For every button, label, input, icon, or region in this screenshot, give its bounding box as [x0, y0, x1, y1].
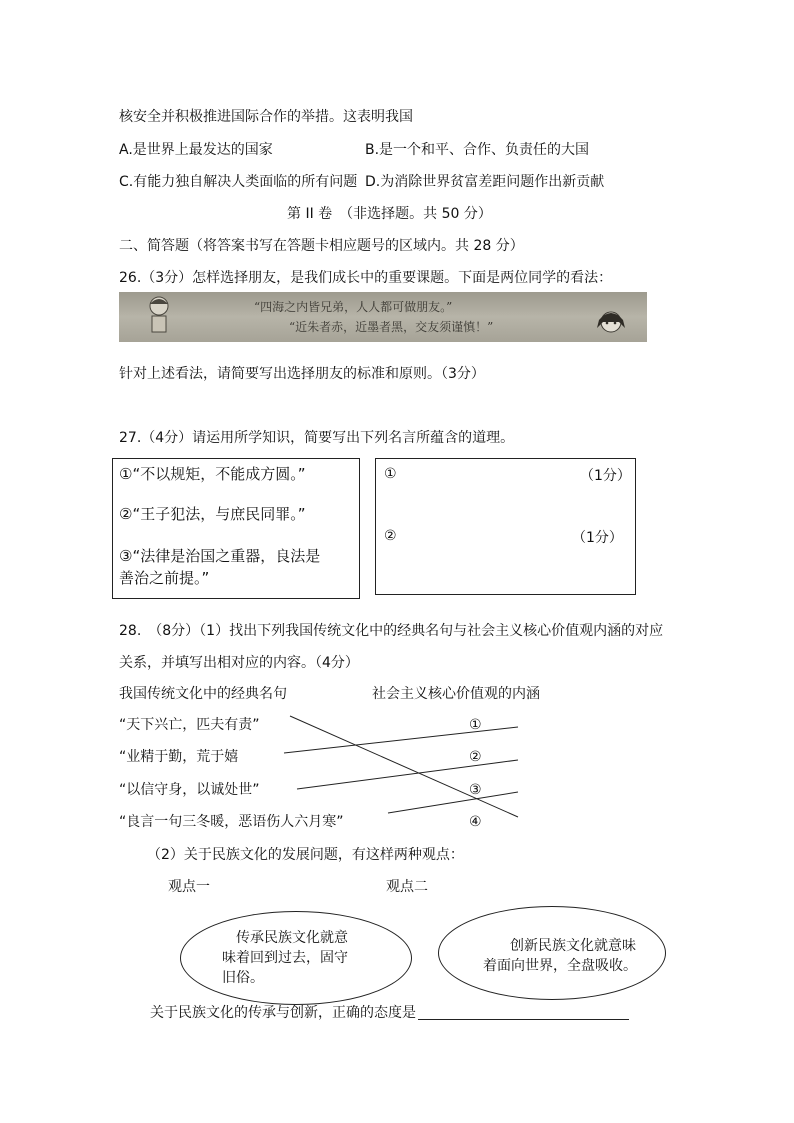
q27-stem: 27.（4分）请运用所学知识，简要写出下列名言所蕴含的道理。 [119, 430, 515, 446]
q26-stem: 26.（3分）怎样选择朋友，是我们成长中的重要课题。下面是两位同学的看法： [119, 270, 613, 286]
q26-quote-1: “四海之内皆兄弟，人人都可做朋友。” [254, 300, 453, 314]
view2-label: 观点二 [386, 879, 428, 895]
q28-slot-3[interactable]: ③ [469, 782, 482, 798]
match-line-3 [297, 760, 518, 789]
q25-stem-tail: 核安全并积极推进国际合作的举措。这表明我国 [119, 109, 413, 125]
section-heading: 二、简答题（将答案书写在答题卡相应题号的区域内。共 28 分） [119, 238, 524, 254]
q26-question: 针对上述看法，请简要写出选择朋友的标准和原则。（3分） [119, 366, 485, 382]
q27-quote-3-line2: 善治之前提。” [119, 569, 210, 587]
match-line-4 [388, 792, 518, 813]
q25-option-a: A.是世界上最发达的国家 [119, 142, 273, 158]
view1-line3: 旧俗。 [222, 970, 264, 986]
q27-answer-1-score: （1分） [580, 468, 631, 484]
q25-option-c: C.有能力独自解决人类面临的所有问题 [119, 174, 358, 190]
q28-slot-2[interactable]: ② [469, 749, 482, 765]
part2-title: 第 II 卷 （非选择题。共 50 分） [287, 206, 492, 222]
view2-line2: 着面向世界，全盘吸收。 [483, 958, 637, 974]
q28-item-4: “良言一句三冬暖，恶语伤人六月寒” [119, 814, 344, 830]
q28-slot-1[interactable]: ① [469, 717, 482, 733]
q28-item-3: “以信守身，以诚处世” [119, 782, 260, 798]
q28-part2-stem: （2）关于民族文化的发展问题，有这样两种观点： [147, 847, 464, 863]
match-line-2 [284, 727, 518, 753]
view1-line1: 传承民族文化就意 [236, 930, 348, 946]
q28-item-1: “天下兴亡，匹夫有责” [119, 717, 260, 733]
view1-label: 观点一 [168, 879, 210, 895]
q28-right-header: 社会主义核心价值观的内涵 [372, 686, 540, 702]
q27-answer-2-number: ② [384, 528, 397, 544]
q28-fill-prompt: 关于民族文化的传承与创新，正确的态度是 [150, 1005, 416, 1021]
q25-option-d: D.为消除世界贫富差距问题作出新贡献 [365, 174, 605, 190]
q28-answer-blank[interactable] [418, 1019, 629, 1020]
view2-line1: 创新民族文化就意味 [510, 938, 636, 954]
q28-stem-line2: 关系，并填写出相对应的内容。（4分） [119, 655, 359, 671]
q27-quote-2: ②“王子犯法，与庶民同罪。” [119, 505, 306, 523]
q27-quote-1: ①“不以规矩，不能成方圆。” [119, 465, 306, 483]
q26-quote-2: “近朱者赤，近墨者黑，交友须谨慎！” [289, 320, 494, 334]
view1-line2: 味着回到过去，固守 [222, 950, 348, 966]
q28-slot-4[interactable]: ④ [469, 814, 482, 830]
q28-item-2: “业精于勤，荒于嬉 [119, 749, 239, 765]
q27-answer-1-number: ① [384, 466, 397, 482]
q27-quote-3-line1: ③“法律是治国之重器，良法是 [119, 547, 321, 565]
q28-stem-line1: 28. （8分）（1）找出下列我国传统文化中的经典名句与社会主义核心价值观内涵的对应 [119, 623, 664, 639]
q25-option-b: B.是一个和平、合作、负责任的大国 [365, 142, 590, 158]
q27-answer-2-score: （1分） [572, 530, 623, 546]
q28-left-header: 我国传统文化中的经典名句 [119, 686, 287, 702]
